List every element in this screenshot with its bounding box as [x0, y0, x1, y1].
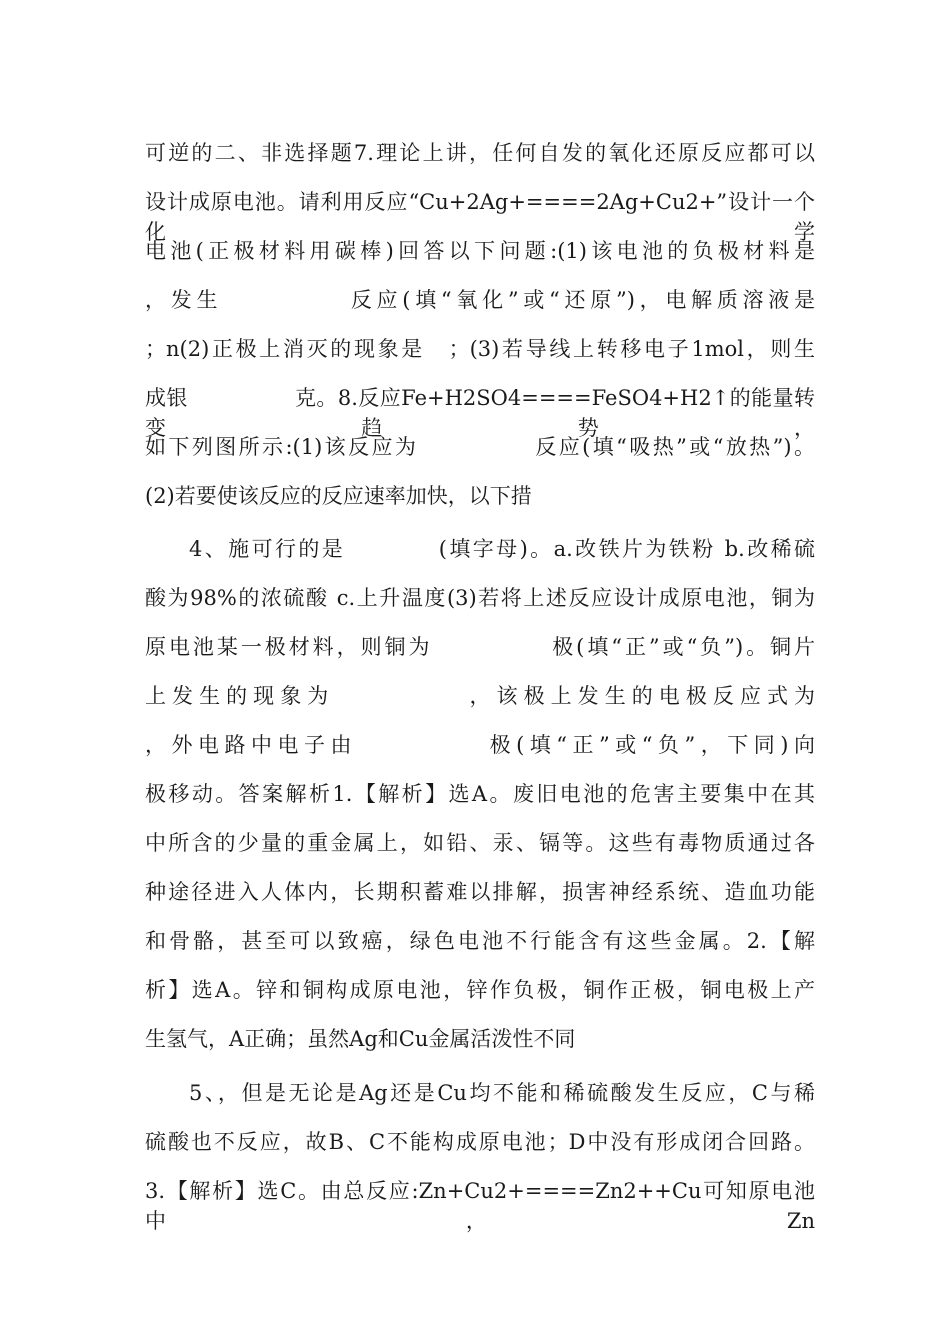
text-line: 中所含的少量的重金属上，如铅、汞、镉等。这些有毒物质通过各: [145, 831, 815, 855]
text-line: 种途径进入人体内，长期积蓄难以排解，损害神经系统、造血功能: [145, 880, 815, 904]
text-line: 4、施可行的是 (填字母)。a.改铁片为铁粉 b.改稀硫: [189, 537, 815, 561]
text-line: 原电池某一极材料，则铜为 极(填“正”或“负”)。铜片: [145, 635, 815, 659]
text-line: 上发生的现象为 ，该极上发生的电极反应式为: [145, 684, 815, 708]
text-line: 设计成原电池。请利用反应“Cu+2Ag+====2Ag+Cu2+”设计一个化学: [145, 190, 815, 244]
text-line: 酸为98%的浓硫酸 c.上升温度(3)若将上述反应设计成原电池，铜为: [145, 586, 815, 610]
text-line: 生氢气，A正确；虽然Ag和Cu金属活泼性不同: [145, 1027, 576, 1051]
text-line: ，发生 反应(填“氧化”或“还原”)，电解质溶液是: [145, 288, 815, 312]
text-line: ；n(2)正极上消灭的现象是 ；(3)若导线上转移电子1mol，则生: [145, 337, 815, 361]
text-line: 析】选A。锌和铜构成原电池，锌作负极，铜作正极，铜电极上产: [145, 978, 815, 1002]
text-line: 硫酸也不反应，故B、C不能构成原电池；D中没有形成闭合回路。: [145, 1130, 815, 1154]
text-line: 成银 克。8.反应Fe+H2SO4====FeSO4+H2↑的能量转变趋势，: [145, 386, 815, 440]
text-line: 和骨骼，甚至可以致癌，绿色电池不行能含有这些金属。2.【解: [145, 929, 815, 953]
text-line: (2)若要使该反应的反应速率加快，以下措: [145, 484, 532, 508]
text-line: 电池(正极材料用碳棒)回答以下问题:(1)该电池的负极材料是: [145, 239, 815, 263]
text-line: 3.【解析】选C。由总反应:Zn+Cu2+====Zn2++Cu可知原电池中，Zn: [145, 1179, 815, 1233]
text-line: ，外电路中电子由 极(填“正”或“负”，下同)向: [145, 733, 815, 757]
text-line: 可逆的二、非选择题7.理论上讲，任何自发的氧化还原反应都可以: [145, 141, 815, 165]
text-line: 5、，但是无论是Ag还是Cu均不能和稀硫酸发生反应，C与稀: [189, 1081, 815, 1105]
text-line: 极移动。答案解析1.【解析】选A。废旧电池的危害主要集中在其: [145, 782, 815, 806]
text-line: 如下列图所示:(1)该反应为 反应(填“吸热”或“放热”)。: [145, 435, 815, 459]
